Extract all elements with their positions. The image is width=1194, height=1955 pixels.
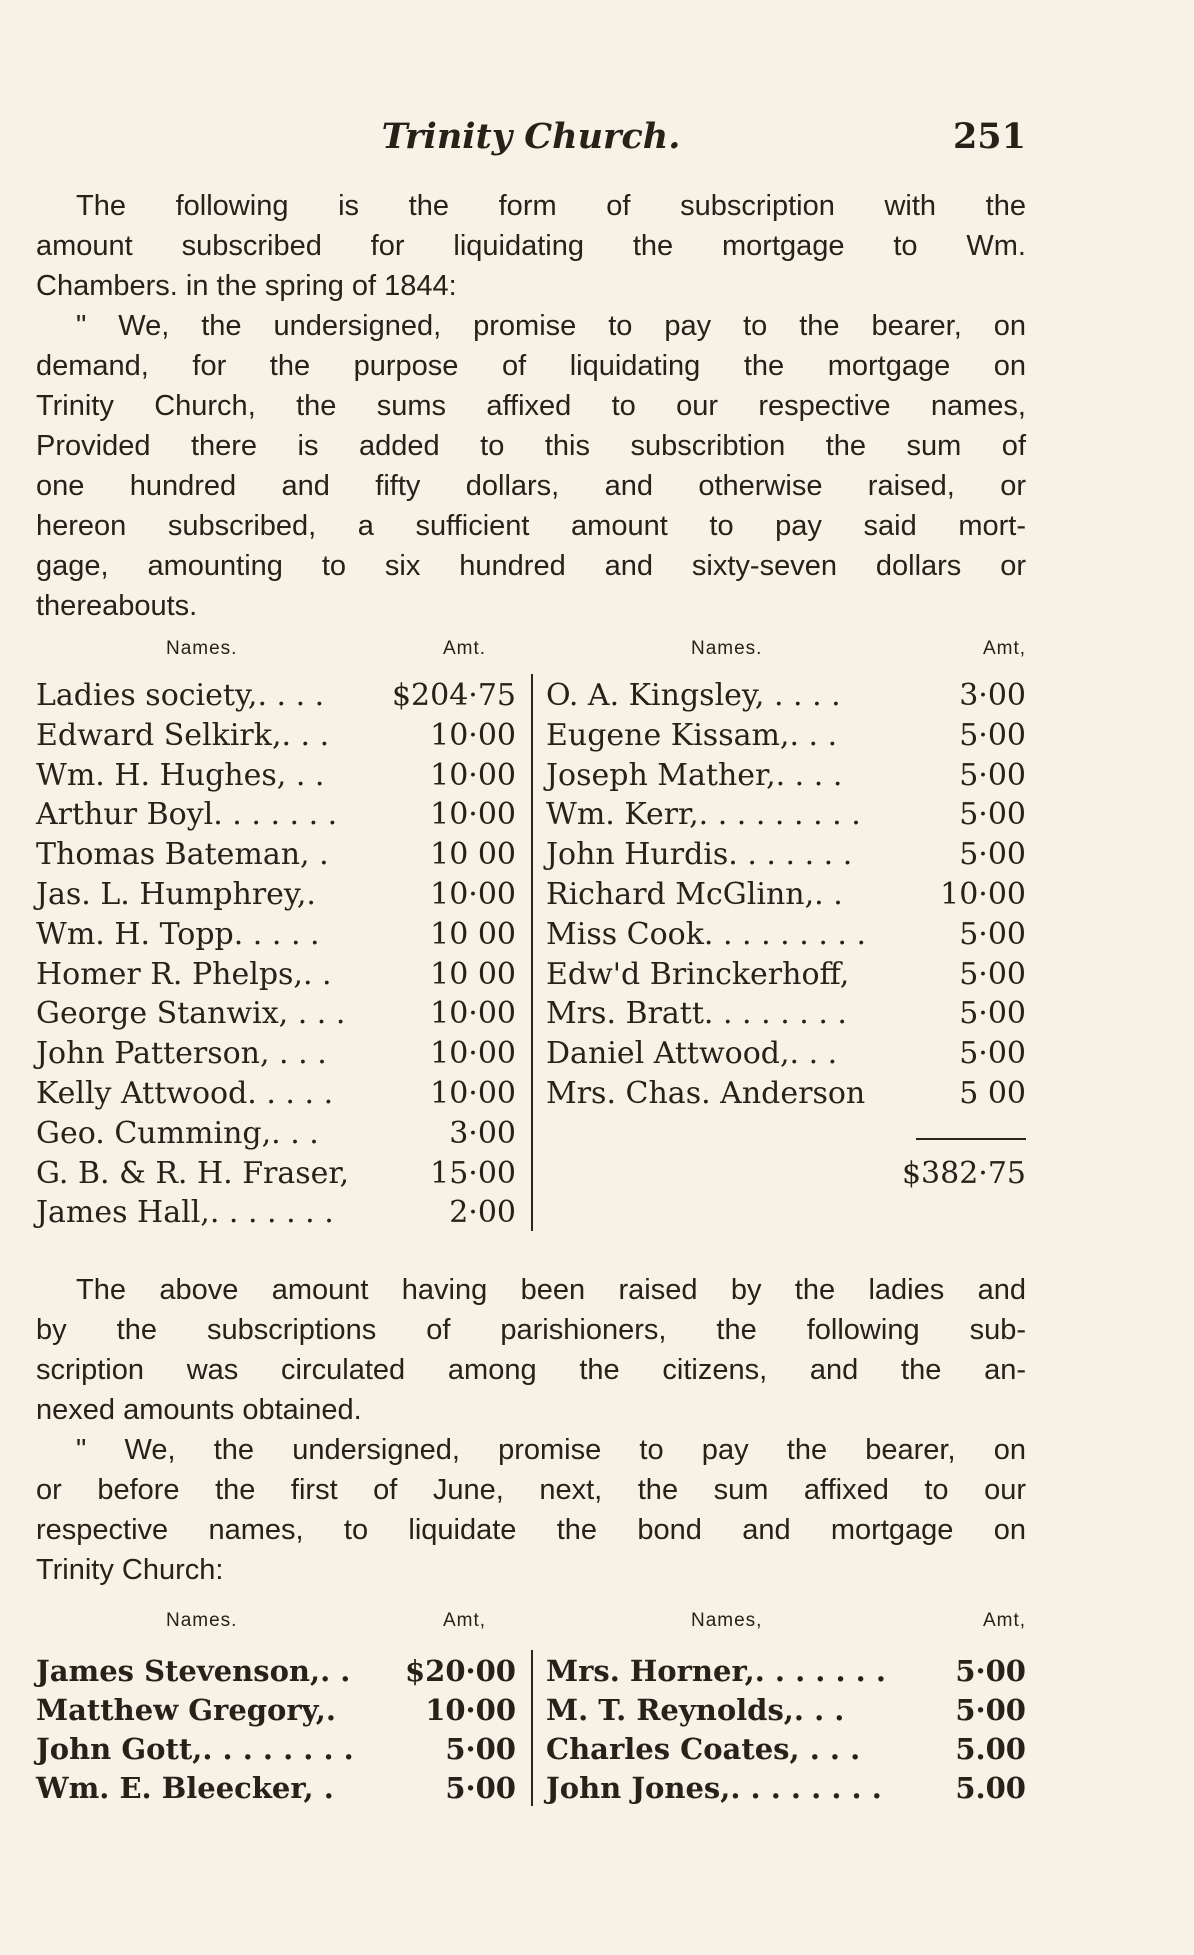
table-row <box>36 1771 516 1811</box>
subscriber-name: Daniel Attwood,. . . <box>546 1036 838 1072</box>
table-row <box>546 957 1026 997</box>
text-line: gage, amounting to six hundred and sixty-seven dollars or <box>36 550 1026 582</box>
subscriber-name: Edw'd Brinckerhoff, <box>546 956 850 992</box>
subscriber-amount: 5·00 <box>959 916 1026 952</box>
column-header-names: Names. <box>691 638 763 659</box>
text-line: amount subscribed for liquidating the mortgage to Wm. <box>36 230 1026 262</box>
subscriber-amount: 10 00 <box>430 837 516 873</box>
column-divider <box>531 1650 533 1806</box>
table-row <box>36 1116 516 1156</box>
table-row <box>36 678 516 718</box>
subscriber-name: Thomas Bateman, . <box>36 837 329 873</box>
column-header-names: Names. <box>166 638 238 659</box>
subscriber-name: O. A. Kingsley, . . . . <box>546 678 841 713</box>
subscriber-name: Jas. L. Humphrey,. <box>36 877 316 912</box>
table-row <box>546 1771 1026 1811</box>
subscriber-amount: 5.00 <box>955 1771 1026 1805</box>
table-row <box>36 1654 516 1694</box>
table-row <box>36 1693 516 1733</box>
subscriber-name: Arthur Boyl. . . . . . . <box>36 797 338 833</box>
subscriber-amount: 15·00 <box>430 1155 516 1191</box>
table-row <box>546 1036 1026 1076</box>
table-row <box>546 996 1026 1036</box>
subscriber-amount: 5·00 <box>959 837 1026 873</box>
page-header <box>36 116 1026 166</box>
table-row <box>36 996 516 1036</box>
running-title: Trinity Church. <box>381 116 681 157</box>
table-row <box>36 877 516 917</box>
table-row <box>36 1036 516 1076</box>
subscription-table-two <box>36 1610 1026 1830</box>
middle-paragraph <box>36 1270 1026 1430</box>
text-line: nexed amounts obtained. <box>36 1394 362 1426</box>
column-header-amt: Amt, <box>982 1610 1026 1631</box>
column-header-amt: Amt. <box>442 638 486 659</box>
column-divider <box>531 674 533 1231</box>
subscriber-amount: 10·00 <box>430 1036 516 1072</box>
subscriber-amount: 5·00 <box>959 996 1026 1032</box>
subscriber-amount: $204·75 <box>391 678 516 713</box>
table-row <box>546 678 1026 718</box>
table-row <box>546 837 1026 877</box>
subscriber-name: Mrs. Chas. Anderson <box>546 1076 866 1111</box>
table-row <box>36 1156 516 1196</box>
subscriber-amount: 10·00 <box>430 717 516 753</box>
table-row <box>546 1076 1026 1116</box>
text-line: The above amount having been raised by the ladies and <box>76 1274 1026 1306</box>
table-row <box>36 1076 516 1116</box>
text-line: Trinity Church, the sums affixed to our respective names, <box>36 390 1026 422</box>
column-header-amt: Amt, <box>442 1610 486 1631</box>
subscriber-amount: 10 00 <box>430 956 516 992</box>
table-row <box>36 1195 516 1235</box>
text-line: Trinity Church: <box>36 1554 224 1586</box>
subscriber-amount: 5 00 <box>959 1076 1026 1111</box>
text-line: one hundred and fifty dollars, and otherwise raised, or <box>36 470 1026 502</box>
text-line: " We, the undersigned, promise to pay the bearer, on <box>76 1434 1026 1466</box>
page-number: 251 <box>952 116 1026 157</box>
subscriber-name: Joseph Mather,. . . . <box>546 757 843 793</box>
subscriber-name: John Gott,. . . . . . . . <box>36 1732 354 1766</box>
subscriber-amount: 5·00 <box>959 717 1026 753</box>
subscriber-amount: 5·00 <box>445 1732 516 1766</box>
subscriber-name: Richard McGlinn,. . <box>546 877 843 912</box>
subscriber-name: Mrs. Bratt. . . . . . . . <box>546 996 847 1032</box>
subscriber-amount: 10·00 <box>940 877 1026 912</box>
table-row <box>546 718 1026 758</box>
subscriber-name: Homer R. Phelps,. . <box>36 956 332 992</box>
intro-paragraph <box>36 186 1026 306</box>
subscriber-name: Ladies society,. . . . <box>36 678 325 713</box>
table-row <box>546 758 1026 798</box>
table-row <box>36 917 516 957</box>
subscriber-name: Kelly Attwood. . . . . <box>36 1076 334 1111</box>
subscriber-name: Charles Coates, . . . <box>546 1732 861 1766</box>
subscriber-name: Wm. H. Topp. . . . . <box>36 916 320 952</box>
subscription-table-one <box>36 638 1026 1238</box>
text-line: respective names, to liquidate the bond and mortgage on <box>36 1514 1026 1546</box>
subscriber-amount: 10·00 <box>430 757 516 793</box>
subscriber-amount: 5·00 <box>959 757 1026 793</box>
subscriber-amount: 10·00 <box>425 1693 516 1727</box>
subscriber-name: John Hurdis. . . . . . . <box>546 837 853 873</box>
subscriber-amount: 2·00 <box>449 1195 516 1231</box>
subscriber-name: Mrs. Horner,. . . . . . . <box>546 1654 886 1688</box>
pledge-two-paragraph <box>36 1430 1026 1590</box>
subscriber-amount: 10 00 <box>430 916 516 952</box>
subscriber-name: James Hall,. . . . . . . <box>36 1195 334 1231</box>
subscriber-amount: $20·00 <box>405 1654 516 1688</box>
subscriber-name: James Stevenson,. . <box>36 1654 351 1688</box>
text-line: Provided there is added to this subscribtion the sum of <box>36 430 1026 462</box>
subscriber-amount: 5·00 <box>959 1036 1026 1072</box>
text-line: hereon subscribed, a sufficient amount to pay said mort- <box>36 510 1026 542</box>
table-row <box>546 917 1026 957</box>
table-row <box>36 797 516 837</box>
subscriber-amount: 3·00 <box>449 1115 516 1151</box>
table-row <box>36 718 516 758</box>
column-header-amt: Amt, <box>982 638 1026 659</box>
column-header-names: Names, <box>691 1610 763 1631</box>
subscriber-amount: 5·00 <box>959 956 1026 992</box>
subscriber-name: M. T. Reynolds,. . . <box>546 1693 845 1727</box>
subscriber-name: Wm. E. Bleecker, . <box>36 1771 334 1805</box>
text-line: The following is the form of subscription with the <box>76 190 1026 222</box>
subscriber-name: G. B. & R. H. Fraser, <box>36 1155 349 1191</box>
subscriber-amount: 10·00 <box>430 877 516 912</box>
subscriber-amount: 3·00 <box>959 678 1026 713</box>
subscriber-amount: 10·00 <box>430 996 516 1032</box>
table-row <box>36 837 516 877</box>
subscriber-name: Matthew Gregory,. <box>36 1693 336 1727</box>
text-line: by the subscriptions of parishioners, the following sub- <box>36 1314 1026 1346</box>
subscriber-name: John Patterson, . . . <box>36 1036 327 1072</box>
table-row <box>36 957 516 997</box>
subscriber-amount: 5.00 <box>955 1732 1026 1766</box>
subscriber-amount: 5·00 <box>955 1693 1026 1727</box>
subscriber-name: Edward Selkirk,. . . <box>36 717 330 753</box>
table-row <box>36 758 516 798</box>
table-row <box>36 1732 516 1772</box>
subscriber-name: George Stanwix, . . . <box>36 996 346 1032</box>
text-line: or before the first of June, next, the sum affixed to our <box>36 1474 1026 1506</box>
table-row <box>546 1654 1026 1694</box>
total-rule <box>916 1138 1026 1140</box>
text-line: demand, for the purpose of liquidating the mortgage on <box>36 350 1026 382</box>
text-line: scription was circulated among the citizens, and the an- <box>36 1354 1026 1386</box>
subscriber-name: Miss Cook. . . . . . . . . <box>546 916 867 952</box>
text-line: " We, the undersigned, promise to pay to the bearer, on <box>76 310 1026 342</box>
subscriber-name: Wm. H. Hughes, . . <box>36 757 325 793</box>
table-row <box>546 797 1026 837</box>
table-row <box>546 1693 1026 1733</box>
text-line: thereabouts. <box>36 590 198 622</box>
subscriber-name: Geo. Cumming,. . . <box>36 1115 319 1151</box>
subscriber-amount: 5·00 <box>445 1771 516 1805</box>
table-row <box>546 877 1026 917</box>
subscriber-amount: 10·00 <box>430 797 516 833</box>
pledge-one-paragraph <box>36 306 1026 626</box>
text-line: Chambers. in the spring of 1844: <box>36 270 457 302</box>
table-row <box>546 1732 1026 1772</box>
subscriber-name: John Jones,. . . . . . . . <box>546 1771 882 1805</box>
subscriber-name: Wm. Kerr,. . . . . . . . . <box>546 797 861 833</box>
subscriber-name: Eugene Kissam,. . . <box>546 717 838 753</box>
subscription-total: $382·75 <box>901 1155 1026 1191</box>
subscriber-amount: 5·00 <box>959 797 1026 833</box>
subscriber-amount: 10·00 <box>430 1076 516 1111</box>
subscriber-amount: 5·00 <box>955 1654 1026 1688</box>
column-header-names: Names. <box>166 1610 238 1631</box>
